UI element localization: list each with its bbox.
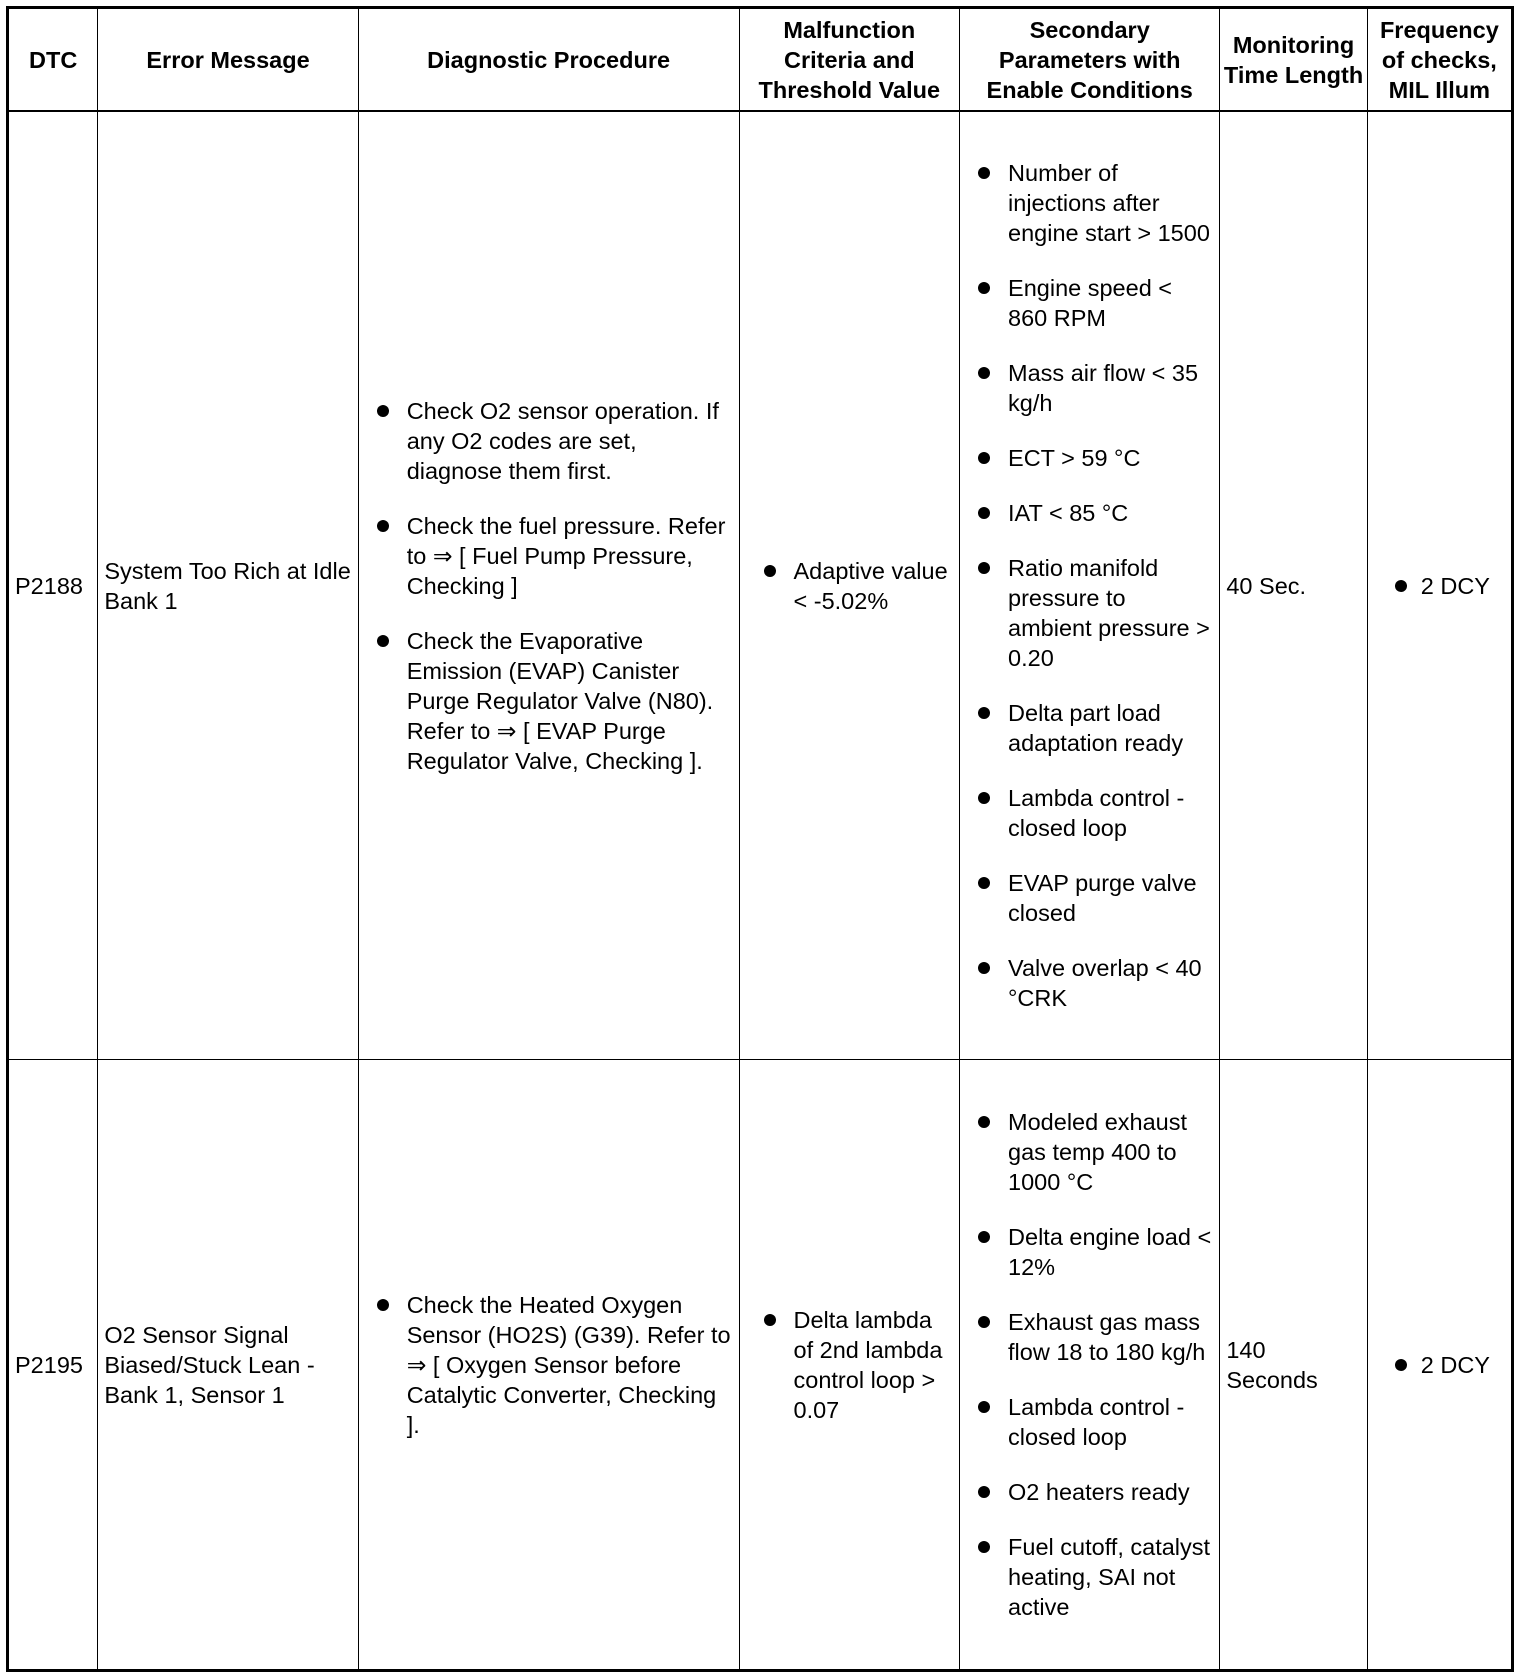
bullet-item: Engine speed < 860 RPM xyxy=(966,273,1213,333)
header-diagnostic-procedure: Diagnostic Procedure xyxy=(358,8,739,112)
secondary-parameters xyxy=(960,1060,1220,1671)
error-message: O2 Sensor Signal Biased/Stuck Lean - Bank 1, Sensor 1 xyxy=(98,1060,358,1671)
header-row xyxy=(8,8,1513,112)
monitoring-time: 140 Seconds xyxy=(1220,1060,1367,1671)
bullet-item: IAT < 85 °C xyxy=(966,498,1213,528)
header-secondary-parameters: Secondary Parameters with Enable Conditions xyxy=(960,8,1220,112)
bullet-item: Adaptive value < -5.02% xyxy=(746,556,954,616)
monitoring-time: 40 Sec. xyxy=(1220,111,1367,1060)
secondary-parameters-list xyxy=(966,158,1213,1013)
malfunction-criteria xyxy=(739,1060,960,1671)
malfunction-criteria-list xyxy=(746,556,954,616)
malfunction-criteria xyxy=(739,111,960,1060)
frequency xyxy=(1367,111,1512,1060)
bullet-item: Check the fuel pressure. Refer to ⇒ [ Fuel Pump Pressure, Checking ] xyxy=(365,511,733,601)
bullet-item: Exhaust gas mass flow 18 to 180 kg/h xyxy=(966,1307,1213,1367)
bullet-item: Number of injections after engine start > 1500 xyxy=(966,158,1213,248)
frequency-list xyxy=(1389,571,1490,601)
bullet-item: Valve overlap < 40 °CRK xyxy=(966,953,1213,1013)
bullet-item: Ratio manifold pressure to ambient pressure > 0.20 xyxy=(966,553,1213,673)
header-dtc: DTC xyxy=(8,8,98,112)
bullet-item: 2 DCY xyxy=(1389,1350,1490,1380)
bullet-item: O2 heaters ready xyxy=(966,1477,1213,1507)
table-row xyxy=(8,111,1513,1060)
header-frequency: Frequency of checks, MIL Illum xyxy=(1367,8,1512,112)
bullet-item: Lambda control - closed loop xyxy=(966,1392,1213,1452)
frequency-list xyxy=(1389,1350,1490,1380)
bullet-item: ECT > 59 °C xyxy=(966,443,1213,473)
dtc-code: P2188 xyxy=(8,111,98,1060)
header-monitoring-time: Monitoring Time Length xyxy=(1220,8,1367,112)
bullet-item: Delta lambda of 2nd lambda control loop > 0.07 xyxy=(746,1305,954,1425)
dtc-table xyxy=(6,6,1514,1672)
header-error-message: Error Message xyxy=(98,8,358,112)
error-message: System Too Rich at Idle Bank 1 xyxy=(98,111,358,1060)
table-row xyxy=(8,1060,1513,1671)
bullet-item: Delta part load adaptation ready xyxy=(966,698,1213,758)
bullet-item: Check O2 sensor operation. If any O2 codes are set, diagnose them first. xyxy=(365,396,733,486)
bullet-item: Fuel cutoff, catalyst heating, SAI not active xyxy=(966,1532,1213,1622)
malfunction-criteria-list xyxy=(746,1305,954,1425)
diagnostic-procedure-list xyxy=(365,396,733,776)
diagnostic-procedure xyxy=(358,1060,739,1671)
frequency xyxy=(1367,1060,1512,1671)
bullet-item: Check the Evaporative Emission (EVAP) Canister Purge Regulator Valve (N80). Refer to ⇒ [ EVAP Purge Regulator Valve, Checking ]. xyxy=(365,626,733,776)
secondary-parameters-list xyxy=(966,1107,1213,1622)
header-malfunction-criteria: Malfunction Criteria and Threshold Value xyxy=(739,8,960,112)
bullet-item: Modeled exhaust gas temp 400 to 1000 °C xyxy=(966,1107,1213,1197)
bullet-item: Mass air flow < 35 kg/h xyxy=(966,358,1213,418)
table-body xyxy=(8,111,1513,1671)
bullet-item: Delta engine load < 12% xyxy=(966,1222,1213,1282)
diagnostic-procedure-list xyxy=(365,1290,733,1440)
bullet-item: EVAP purge valve closed xyxy=(966,868,1213,928)
bullet-item: 2 DCY xyxy=(1389,571,1490,601)
dtc-code: P2195 xyxy=(8,1060,98,1671)
diagnostic-procedure xyxy=(358,111,739,1060)
bullet-item: Lambda control - closed loop xyxy=(966,783,1213,843)
bullet-item: Check the Heated Oxygen Sensor (HO2S) (G39). Refer to ⇒ [ Oxygen Sensor before Catalytic Converter, Checking ]. xyxy=(365,1290,733,1440)
secondary-parameters xyxy=(960,111,1220,1060)
